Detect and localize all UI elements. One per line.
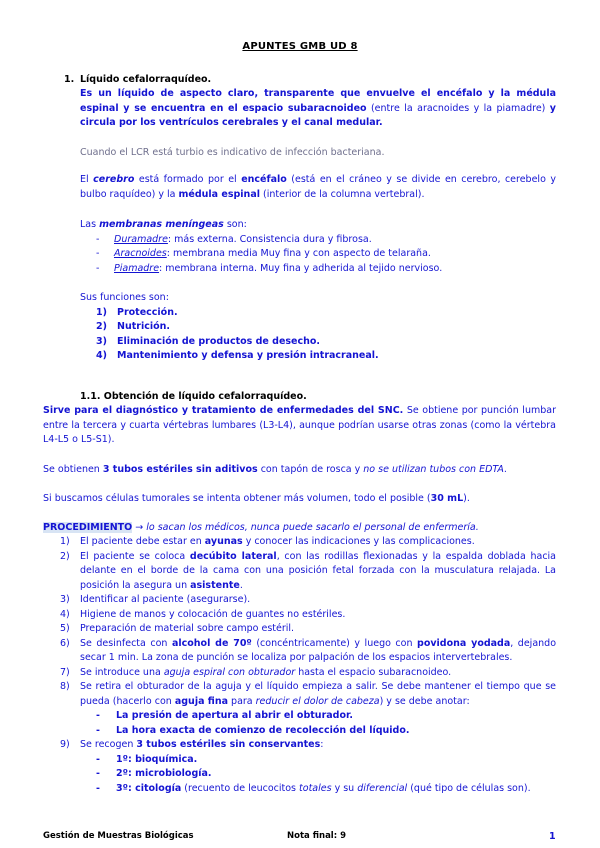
step-num: 5) <box>60 623 70 634</box>
tumor-t3: ). <box>463 493 470 504</box>
substep-item: - 1º: bioquímica. <box>60 753 556 768</box>
funciones-block <box>80 291 556 364</box>
step-text: , dejando secar 1 min. La zona de punción se localiza por palpación de los espacios intervertebrales. <box>80 637 557 663</box>
substep-italic: diferencial <box>357 782 408 794</box>
turbio-note <box>80 146 556 161</box>
step-item <box>60 608 556 623</box>
footer-left: Gestión de Muestras Biológicas <box>43 831 194 841</box>
funcion-num: 4) <box>96 350 107 361</box>
step-num: 6) <box>60 637 70 649</box>
step-item <box>60 637 556 666</box>
substep-text: (qué tipo de células son). <box>407 782 531 794</box>
tubos-t5: . <box>503 464 507 475</box>
step-bold: povidona yodada <box>417 637 511 649</box>
step-text: y conocer las indicaciones y las complicaciones. <box>242 536 475 547</box>
step-text: hasta el espacio subaracnoideo. <box>295 666 452 678</box>
funcion-text: Mantenimiento y defensa y presión intracraneal. <box>117 350 379 361</box>
cerebro-t3: está formado por el <box>134 174 242 185</box>
tubos-t2: 3 tubos estériles sin aditivos <box>102 464 258 475</box>
step-num: 4) <box>60 608 70 620</box>
membrana-name: Piamadre <box>114 262 160 274</box>
substep-text: La presión de apertura al abrir el obturador. <box>116 710 353 721</box>
step-bold: asistente <box>190 579 240 591</box>
step-text: Se introduce una <box>80 666 164 678</box>
procedimiento-note: → lo sacan los médicos, nunca puede sacarlo el personal de enfermería. <box>132 522 479 533</box>
tubos-paragraph <box>43 463 556 478</box>
cerebro-t4: encéfalo <box>241 174 287 185</box>
funcion-item <box>80 349 556 364</box>
turbio-text: Cuando el LCR está turbio es indicativo de infección bacteriana. <box>80 147 385 158</box>
step-text: . <box>239 579 243 591</box>
step-text: para <box>228 695 256 707</box>
step-item <box>60 535 556 550</box>
subsection-title: 1.1. Obtención de líquido cefalorraquídeo. <box>80 391 307 402</box>
step-num: 9) <box>60 739 70 750</box>
membrana-name: Aracnoides <box>114 248 167 259</box>
tumorales-paragraph <box>43 492 556 507</box>
membrana-item: - Piamadre: membrana interna. Muy fina y adherida al tejido nervioso. <box>96 262 443 274</box>
substep-item: - 2º: microbiología. <box>60 767 556 782</box>
steps-list <box>60 535 556 796</box>
membrana-desc: : más externa. Consistencia dura y fibrosa. <box>167 233 372 245</box>
cerebro-t2: cerebro <box>93 174 135 185</box>
membranas-t2: membranas meníngeas <box>99 219 224 230</box>
substep-bold: 3º: citología <box>116 782 182 794</box>
step-item <box>60 680 556 709</box>
funcion-item <box>80 306 556 321</box>
page-title: APUNTES GMB UD 8 <box>242 41 358 52</box>
substep-italic: totales <box>299 782 332 794</box>
funcion-num: 1) <box>96 306 107 318</box>
tubos-t4: no se utilizan tubos con EDTA <box>363 464 504 475</box>
step-item <box>60 622 556 637</box>
membrana-desc: : membrana interna. Muy fina y adherida al tejido nervioso. <box>159 262 443 274</box>
step-num: 1) <box>60 536 70 547</box>
step-bold: decúbito lateral <box>189 550 277 562</box>
tubos-t3: con tapón de rosca y <box>257 464 364 475</box>
step-text: : <box>320 739 324 750</box>
step-num: 3) <box>60 594 70 605</box>
step-item <box>60 550 556 594</box>
sirve-paragraph <box>43 404 556 448</box>
cerebro-paragraph <box>80 173 556 202</box>
step-text: (concéntricamente) y luego con <box>251 637 418 649</box>
step-text: Higiene de manos y colocación de guantes no estériles. <box>80 608 346 620</box>
step-bold: ayunas <box>204 536 243 547</box>
step-text: ) y se debe anotar: <box>379 695 470 707</box>
step-text: Se retira el obturador de la aguja y el líquido empieza a salir. Se debe mantener el tiempo que se pueda (hacerlo con <box>80 681 556 707</box>
step-text: Se recogen <box>80 739 137 750</box>
membranas-t3: son: <box>223 219 247 230</box>
substep-text: La hora exacta de comienzo de recolección del líquido. <box>116 724 410 736</box>
funcion-text: Nutrición. <box>117 321 170 332</box>
step-item <box>60 738 556 753</box>
membrana-item: - Duramadre: más externa. Consistencia dura y fibrosa. <box>96 233 372 245</box>
membrana-name: Duramadre <box>114 233 168 245</box>
step-num: 7) <box>60 666 70 678</box>
step-item <box>60 593 556 608</box>
membranas-block <box>80 218 556 276</box>
step-italic: reducir el dolor de cabeza <box>255 695 380 707</box>
substep-item: - La presión de apertura al abrir el obturador. <box>60 709 556 724</box>
step-text: Preparación de material sobre campo estéril. <box>80 623 295 634</box>
def-bold-1: Es un líquido de aspecto claro, transparente que envuelve el encéfalo y la médula espinal y se encuentra en el espacio subaracnoideo <box>80 88 556 114</box>
funcion-num: 2) <box>96 321 107 332</box>
membranas-t1: Las <box>80 219 100 230</box>
tubos-t1: Se obtienen <box>43 464 103 475</box>
funcion-text: Protección. <box>117 306 178 318</box>
step-item <box>60 666 556 681</box>
step-text: , con las rodillas flexionadas y la espalda doblada hacia delante en el borde de la cama con una posición fetal forzada con la musculatura relajada. La posición la asegura un <box>80 550 556 591</box>
def-normal: (entre la aracnoides y la piamadre) <box>366 102 550 114</box>
cerebro-t7: (interior de la columna vertebral). <box>259 188 425 200</box>
lcr-definition <box>80 87 556 131</box>
tumor-t2: 30 mL <box>430 493 464 504</box>
sirve-normal: Se obtiene por punción lumbar entre la tercera y cuarta vértebras lumbares (L3-L4), aunque podrían usarse otras zonas (como la vértebra L4-L5 o L5-S1). <box>43 405 556 445</box>
tumor-t1: Si buscamos células tumorales se intenta obtener más volumen, todo el posible ( <box>43 493 431 504</box>
page-number: 1 <box>549 831 556 842</box>
membrana-item: - Aracnoides: membrana media Muy fina y con aspecto de telaraña. <box>96 248 431 259</box>
funciones-label: Sus funciones son: <box>80 292 169 303</box>
section-1-1-heading <box>80 390 556 405</box>
step-num: 2) <box>60 550 70 562</box>
step-bold: 3 tubos estériles sin conservantes <box>136 739 321 750</box>
substep-text: y su <box>331 782 358 794</box>
substep-text: 2º: microbiología. <box>116 768 212 779</box>
membrana-desc: : membrana media Muy fina y con aspecto de telaraña. <box>166 248 431 259</box>
substep-text: (recuento de leucocitos <box>181 782 300 794</box>
cerebro-t1: El <box>80 174 94 185</box>
def-bold-2: y circula por los ventrículos cerebrales y el canal medular. <box>80 102 556 128</box>
step-bold: alcohol de 70º <box>171 637 252 649</box>
step-text: El paciente se coloca <box>80 550 190 562</box>
cerebro-t5: (está en el cráneo y se divide en cerebro, cerebelo y bulbo raquídeo) y la <box>80 174 556 200</box>
substep-item: - La hora exacta de comienzo de recolección del líquido. <box>60 724 556 739</box>
step-num: 8) <box>60 681 70 692</box>
funcion-text: Eliminación de productos de desecho. <box>117 335 321 347</box>
section-number: 1. <box>64 74 75 85</box>
step-italic: aguja espiral con obturador <box>163 666 296 678</box>
section-title: Líquido cefalorraquídeo. <box>80 74 212 85</box>
sirve-bold: Sirve para el diagnóstico y tratamiento de enfermedades del SNC. <box>43 405 404 416</box>
funcion-item <box>80 335 556 350</box>
step-text: El paciente debe estar en <box>80 536 205 547</box>
step-bold: aguja fina <box>174 695 229 707</box>
step-text: Identificar al paciente (asegurarse). <box>80 594 251 605</box>
procedimiento-label: PROCEDIMIENTO <box>43 522 133 533</box>
funcion-item <box>80 320 556 335</box>
footer-grade: Nota final: 9 <box>287 831 346 841</box>
substep-item: - 3º: citología (recuento de leucocitos totales y su diferencial (qué tipo de células son). <box>96 782 531 794</box>
step-text: Se desinfecta con <box>80 637 172 649</box>
cerebro-t6: médula espinal <box>178 188 260 200</box>
procedimiento-label-row <box>43 521 556 536</box>
substep-text: 1º: bioquímica. <box>116 753 198 765</box>
funcion-num: 3) <box>96 335 107 347</box>
